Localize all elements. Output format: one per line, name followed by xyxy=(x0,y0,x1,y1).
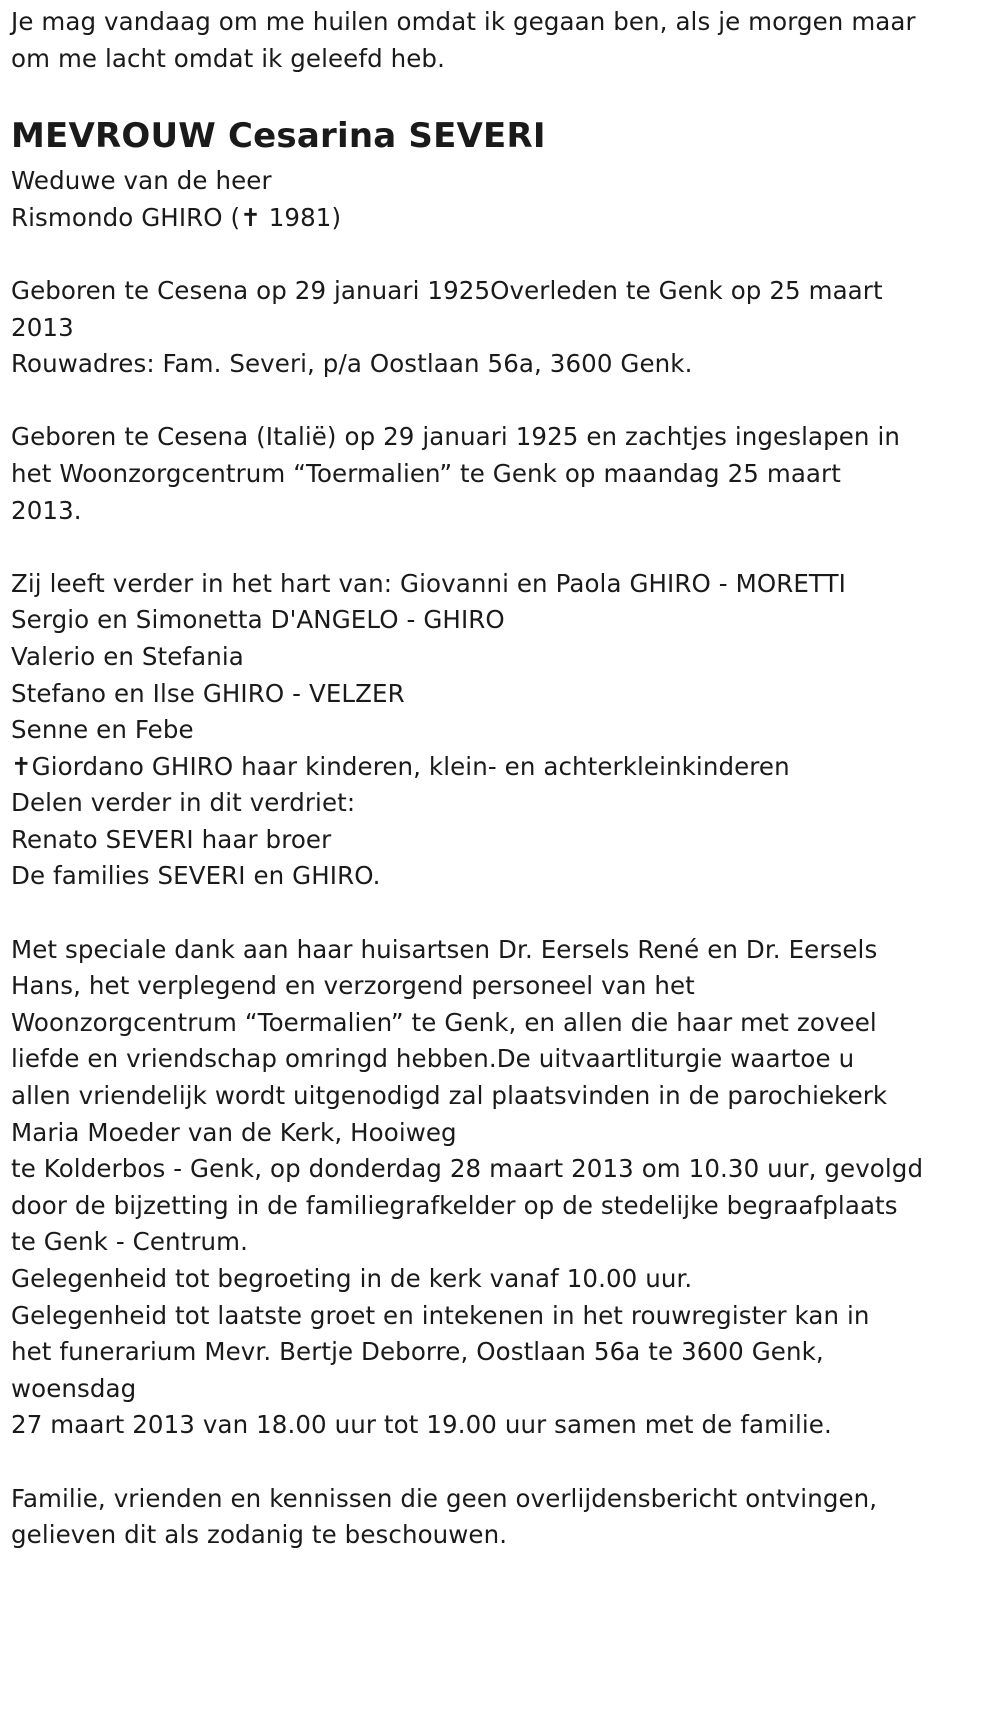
thanks-line: Maria Moeder van de Kerk, Hooiweg xyxy=(11,1117,457,1147)
thanks-line: allen vriendelijk wordt uitgenodigd zal plaatsvinden in de parochiekerk xyxy=(11,1081,888,1111)
thanks-line: liefde en vriendschap omringd hebben.De uitvaartliturgie waartoe u xyxy=(11,1044,855,1074)
family-line: Delen verder in dit verdriet: xyxy=(11,788,356,818)
widow-spouse-line xyxy=(11,200,996,237)
widow-spouse-prefix: Rismondo GHIRO ( xyxy=(11,202,241,232)
thanks-line: Gelegenheid tot laatste groet en intekenen in het rouwregister kan in xyxy=(11,1300,870,1330)
mourning-address: Rouwadres: Fam. Severi, p/a Oostlaan 56a, 3600 Genk. xyxy=(11,349,693,379)
family-line: De families SEVERI en GHIRO. xyxy=(11,861,381,891)
details-line: 2013 xyxy=(11,312,74,342)
widow-block xyxy=(11,163,996,236)
cross-icon: ✝ xyxy=(240,202,261,232)
birth-line: Geboren te Cesena (Italië) op 29 januari 1925 en zachtjes ingeslapen in xyxy=(11,422,900,452)
thanks-line: Gelegenheid tot begroeting in de kerk vanaf 10.00 uur. xyxy=(11,1264,693,1293)
details-block xyxy=(11,273,996,383)
closing-block xyxy=(11,1481,996,1554)
quote-line: Je mag vandaag om me huilen omdat ik gegaan ben, als je morgen maar xyxy=(11,7,916,36)
thanks-line: te Kolderbos - Genk, op donderdag 28 maart 2013 om 10.30 uur, gevolgd xyxy=(11,1154,924,1184)
quote-block xyxy=(11,4,996,77)
family-line: Stefano en Ilse GHIRO - VELZER xyxy=(11,678,405,708)
thanks-line: Met speciale dank aan haar huisartsen Dr. Eersels René en Dr. Eersels xyxy=(11,934,878,964)
obituary-document xyxy=(11,4,996,1554)
spacer xyxy=(11,895,996,932)
spacer xyxy=(11,1444,996,1481)
thanks-line: het funerarium Mevr. Bertje Deborre, Oostlaan 56a te 3600 Genk, xyxy=(11,1337,824,1367)
widow-line: Weduwe van de heer xyxy=(11,166,272,196)
thanks-line: 27 maart 2013 van 18.00 uur tot 19.00 uur samen met de familie. xyxy=(11,1410,832,1440)
birth-line: het Woonzorgcentrum “Toermalien” te Genk op maandag 25 maart xyxy=(11,458,841,488)
spacer xyxy=(11,383,996,420)
family-line: Valerio en Stefania xyxy=(11,641,244,671)
family-line: Sergio en Simonetta D'ANGELO - GHIRO xyxy=(11,605,505,635)
thanks-line: te Genk - Centrum. xyxy=(11,1227,249,1257)
deceased-name: MEVROUW Cesarina SEVERI xyxy=(11,116,546,157)
thanks-line: Woonzorgcentrum “Toermalien” te Genk, en allen die haar met zoveel xyxy=(11,1007,877,1037)
widow-spouse-suffix: 1981) xyxy=(260,202,342,232)
birth-paragraph xyxy=(11,419,996,529)
family-line: Renato SEVERI haar broer xyxy=(11,824,332,854)
thanks-line: Hans, het verplegend en verzorgend personeel van het xyxy=(11,971,695,1001)
quote-line: om me lacht omdat ik geleefd heb. xyxy=(11,43,445,73)
family-line-giordano xyxy=(11,749,996,786)
spacer xyxy=(11,529,996,566)
family-block xyxy=(11,566,996,895)
closing-line: gelieven dit als zodanig te beschouwen. xyxy=(11,1520,508,1550)
family-line: Senne en Febe xyxy=(11,715,194,745)
giordano-text: Giordano GHIRO haar kinderen, klein- en achterkleinkinderen xyxy=(31,751,790,781)
cross-icon: ✝ xyxy=(11,751,32,781)
family-line: Zij leeft verder in het hart van: Giovanni en Paola GHIRO - MORETTI xyxy=(11,568,846,598)
thanks-line: door de bijzetting in de familiegrafkelder op de stedelijke begraafplaats xyxy=(11,1190,898,1220)
birth-line: 2013. xyxy=(11,495,82,525)
closing-line: Familie, vrienden en kennissen die geen overlijdensbericht ontvingen, xyxy=(11,1483,878,1513)
thanks-line: woensdag xyxy=(11,1373,137,1403)
thanks-block xyxy=(11,932,996,1444)
details-line: Geboren te Cesena op 29 januari 1925Overleden te Genk op 25 maart xyxy=(11,275,883,305)
spacer xyxy=(11,236,996,273)
